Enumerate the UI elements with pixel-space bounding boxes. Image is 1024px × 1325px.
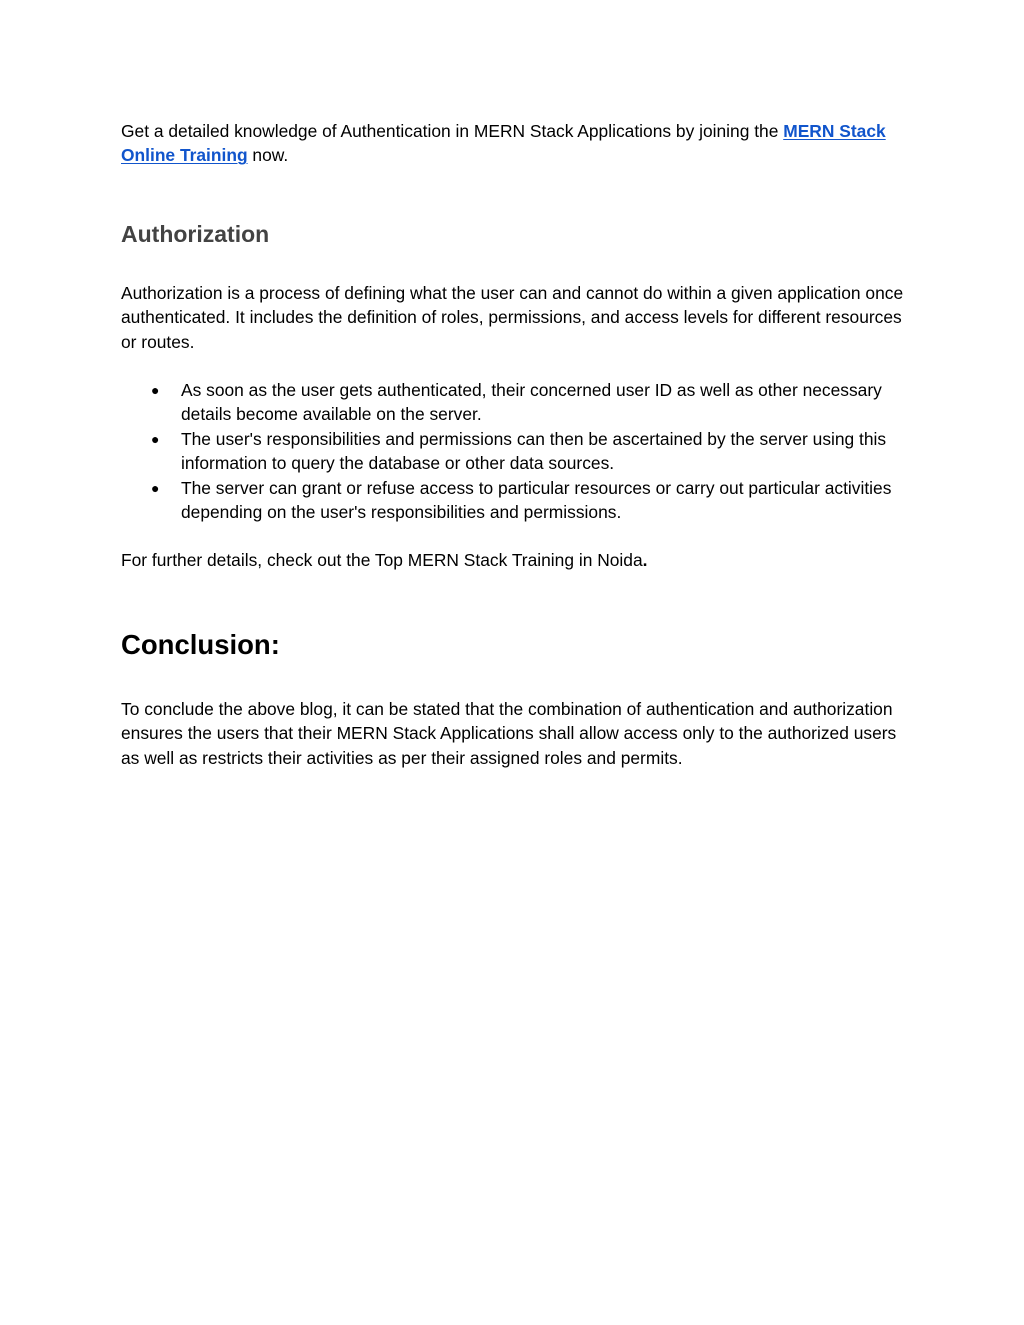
list-item [121,378,911,427]
list-item [121,427,911,476]
authorization-bullet-list [121,378,911,524]
authorization-heading: Authorization [121,221,270,247]
intro-text-after: now. [247,145,289,166]
bullet-icon: ● [151,430,160,447]
further-details-period: . [642,550,648,570]
further-details-paragraph [121,548,911,572]
list-item-text: As soon as the user gets authenticated, their concerned user ID as well as other necessary details become available on the server. [181,380,882,425]
intro-paragraph [121,119,911,168]
list-item-text: The server can grant or refuse access to particular resources or carry out particular activities depending on the user's responsibilities and permissions. [181,477,892,523]
bullet-icon: ● [151,382,160,398]
conclusion-heading: Conclusion: [121,629,280,660]
further-details-text: For further details, check out the Top MERN Stack Training in Noida [121,550,643,570]
list-item-text: The user's responsibilities and permissions can then be ascertained by the server using this information to query the database or other data sources. [181,428,887,474]
intro-text-before: Get a detailed knowledge of Authentication in MERN Stack Applications by joining the [121,121,784,141]
conclusion-paragraph: To conclude the above blog, it can be stated that the combination of authentication and authorization ensures the users that their MERN Stack Applications shall allow access only to the authorized users as well as restricts their activities as per their assigned roles and permits. [121,699,897,768]
bullet-icon: ● [151,479,160,496]
list-item [121,476,911,525]
mern-training-link[interactable]: MERN Stack Online Training [121,121,886,166]
authorization-paragraph: Authorization is a process of defining what the user can and cannot do within a given application once authenticated. It includes the definition of roles, permissions, and access levels for different resources or routes. [121,283,904,352]
